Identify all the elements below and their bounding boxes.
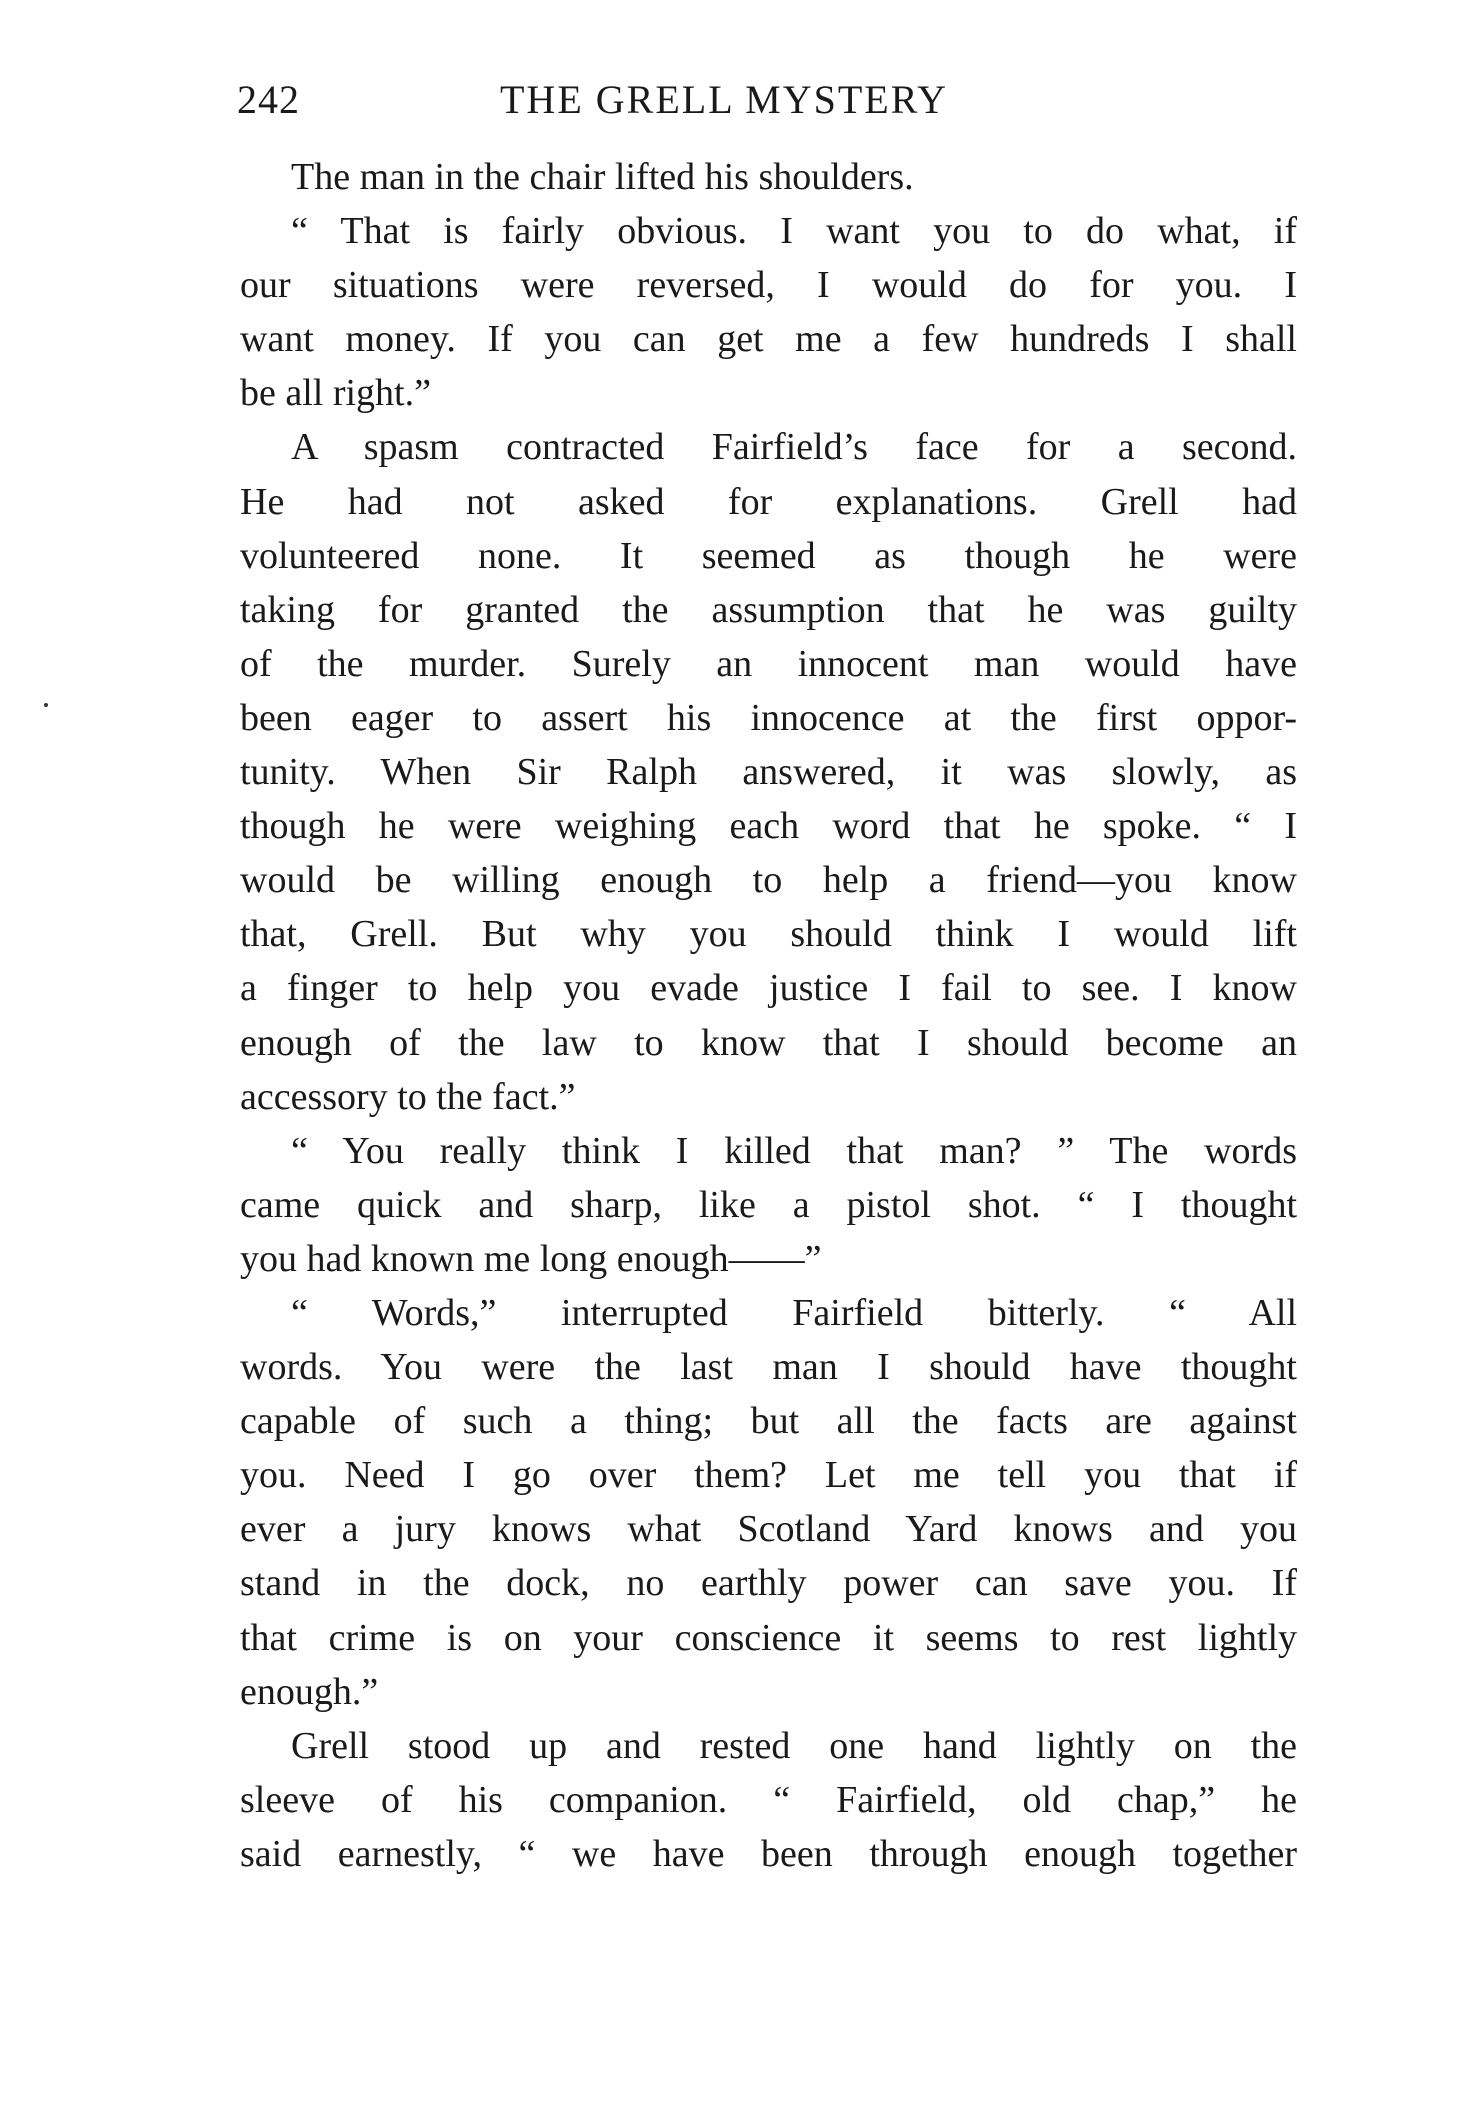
text-line: want money. If you can get me a few hundreds I shall — [240, 318, 1297, 361]
text-line: sleeve of his companion. “ Fairfield, old chap,” he — [240, 1778, 1297, 1821]
text-line: words. You were the last man I should have thought — [240, 1346, 1297, 1389]
text-line: came quick and sharp, like a pistol shot. “ I thought — [240, 1183, 1297, 1226]
text-line: tunity. When Sir Ralph answered, it was slowly, as — [240, 751, 1297, 794]
text-line: A spasm contracted Fairfield’s face for a second. — [291, 426, 1297, 469]
text-line: that crime is on your conscience it seems to rest lightly — [240, 1616, 1297, 1659]
text-line: been eager to assert his innocence at the first oppor- — [240, 696, 1297, 739]
margin-speck — [44, 703, 48, 707]
text-line: stand in the dock, no earthly power can save you. If — [240, 1562, 1297, 1605]
text-line: Grell stood up and rested one hand lightly on the — [291, 1724, 1297, 1767]
text-line: you. Need I go over them? Let me tell you that if — [240, 1454, 1297, 1497]
text-line: “ You really think I killed that man? ” The words — [291, 1129, 1297, 1172]
running-title: THE GRELL MYSTERY — [500, 77, 949, 122]
page-number: 242 — [237, 77, 300, 122]
text-line: a finger to help you evade justice I fail to see. I know — [240, 967, 1297, 1010]
text-line: capable of such a thing; but all the facts are against — [240, 1400, 1297, 1443]
text-line: enough.” — [240, 1670, 379, 1713]
text-line: said earnestly, “ we have been through enough together — [240, 1832, 1297, 1875]
text-line: The man in the chair lifted his shoulders. — [291, 156, 914, 198]
running-head — [237, 70, 1297, 130]
text-line: be all right.” — [240, 372, 431, 415]
text-line: “ Words,” interrupted Fairfield bitterly. “ All — [291, 1291, 1297, 1334]
text-line: you had known me long enough——” — [240, 1237, 822, 1280]
text-line: “ That is fairly obvious. I want you to do what, if — [291, 210, 1297, 253]
text-line: accessory to the fact.” — [240, 1075, 576, 1118]
text-line: enough of the law to know that I should become an — [240, 1021, 1297, 1064]
text-line: of the murder. Surely an innocent man would have — [240, 642, 1297, 685]
text-line: volunteered none. It seemed as though he were — [240, 534, 1297, 577]
text-line: would be willing enough to help a friend—you know — [240, 859, 1297, 902]
text-line: ever a jury knows what Scotland Yard knows and you — [240, 1508, 1297, 1551]
text-line: taking for granted the assumption that he was guilty — [240, 588, 1297, 631]
text-line: our situations were reversed, I would do for you. I — [240, 264, 1297, 307]
body-text — [240, 150, 1297, 1881]
text-line: that, Grell. But why you should think I would lift — [240, 913, 1297, 956]
text-line: though he were weighing each word that he spoke. “ I — [240, 805, 1297, 848]
text-line: He had not asked for explanations. Grell had — [240, 480, 1297, 523]
